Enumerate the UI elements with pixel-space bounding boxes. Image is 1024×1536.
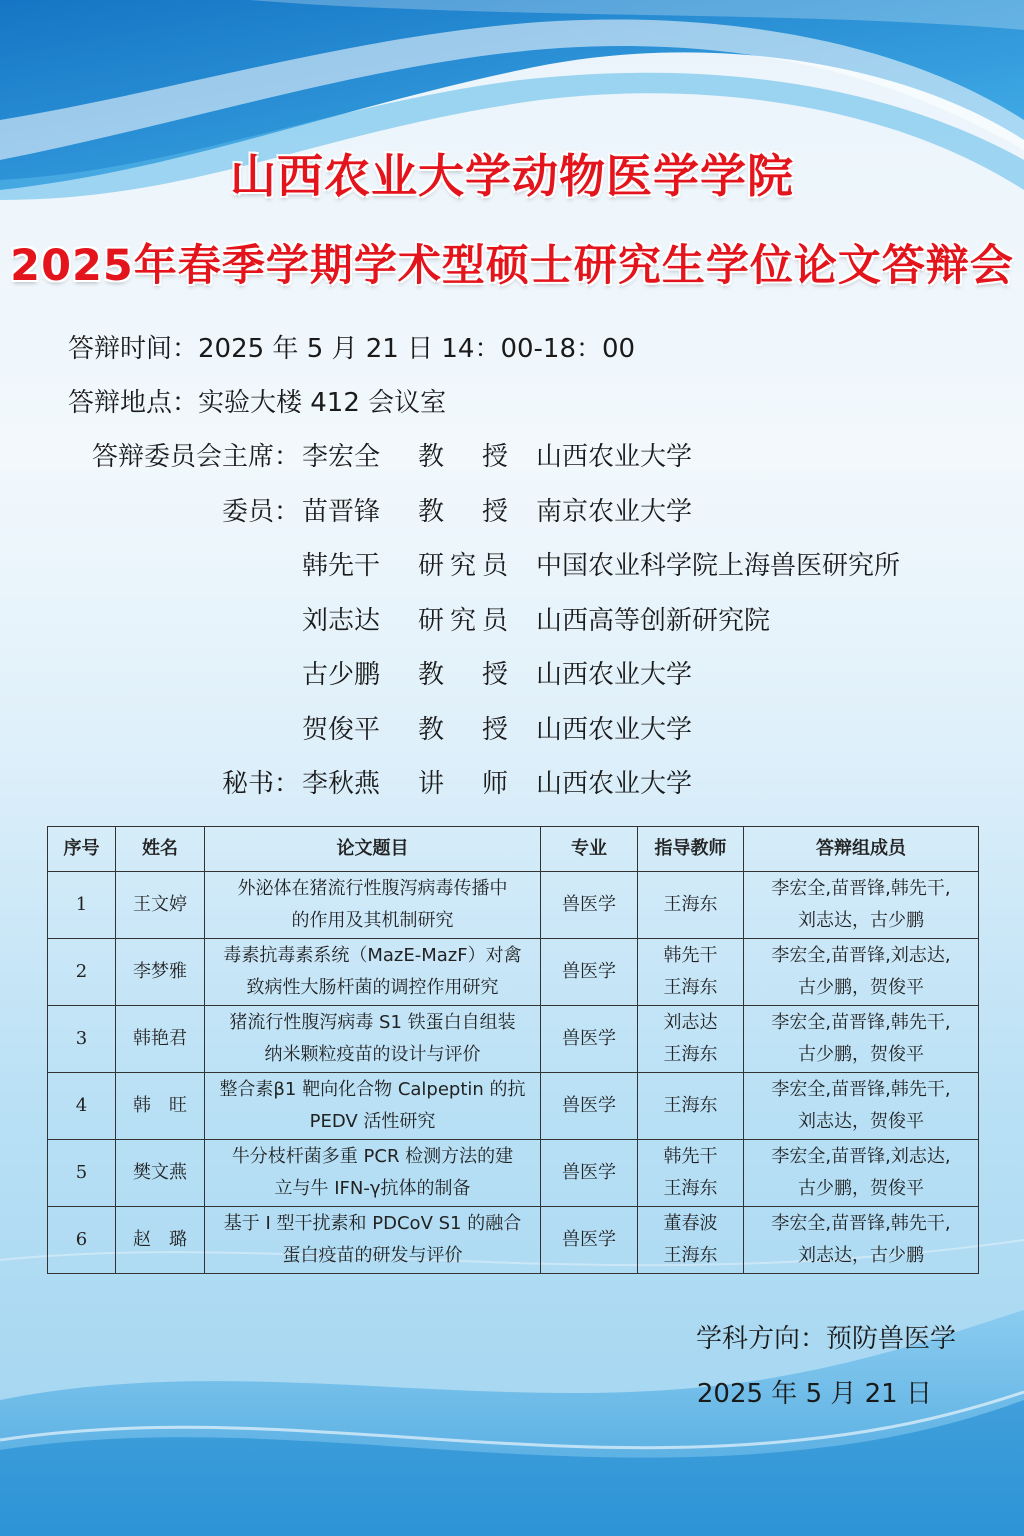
thesis-line: 猪流行性腹泻病毒 S1 铁蛋白自组装 bbox=[229, 1012, 516, 1033]
cell-student: 樊文燕 bbox=[116, 1140, 205, 1207]
committee-member bbox=[0, 491, 1024, 531]
cell-advisor bbox=[638, 939, 744, 1006]
table-row bbox=[48, 1073, 979, 1140]
thesis-line: 的作用及其机制研究 bbox=[291, 910, 454, 931]
page-title-line1: 山西农业大学动物医学学院 bbox=[230, 149, 794, 203]
thesis-line: 牛分枝杆菌多重 PCR 检测方法的建 bbox=[231, 1146, 514, 1167]
advisor-line: 王海东 bbox=[663, 1245, 718, 1266]
cell-advisor bbox=[638, 1006, 744, 1073]
advisor-line: 王海东 bbox=[663, 977, 718, 998]
committee-member bbox=[0, 654, 1024, 694]
cell-student: 赵 璐 bbox=[116, 1207, 205, 1274]
member-name: 李宏全 bbox=[302, 442, 381, 472]
cell-advisor bbox=[638, 872, 744, 939]
header-name: 姓名 bbox=[116, 827, 205, 872]
cell-thesis bbox=[205, 1140, 541, 1207]
cell-major: 兽医学 bbox=[541, 939, 638, 1006]
members-line: 古少鹏，贺俊平 bbox=[798, 1044, 924, 1065]
defense-schedule-table bbox=[47, 826, 979, 1274]
thesis-line: 毒素抗毒素系统（MazE-MazF）对禽 bbox=[223, 945, 522, 966]
member-title: 研究员 bbox=[418, 606, 508, 636]
member-affiliation: 中国农业科学院上海兽医研究所 bbox=[536, 551, 901, 581]
issue-date: 2025 年 5 月 21 日 bbox=[696, 1379, 932, 1409]
cell-members bbox=[744, 939, 979, 1006]
table-row bbox=[48, 1006, 979, 1073]
advisor-line: 王海东 bbox=[663, 894, 718, 915]
cell-thesis bbox=[205, 1006, 541, 1073]
cell-members bbox=[744, 1073, 979, 1140]
cell-student: 王文婷 bbox=[116, 872, 205, 939]
table-row bbox=[48, 939, 979, 1006]
cell-major: 兽医学 bbox=[541, 872, 638, 939]
members-line: 李宏全,苗晋锋,韩先干, bbox=[771, 1079, 951, 1100]
header-number: 序号 bbox=[48, 827, 116, 872]
members-line: 李宏全,苗晋锋,韩先干, bbox=[771, 878, 951, 899]
member-name: 李秋燕 bbox=[302, 769, 381, 799]
thesis-line: 整合素β1 靶向化合物 Calpeptin 的抗 bbox=[219, 1079, 526, 1100]
table-row bbox=[48, 1140, 979, 1207]
member-affiliation: 山西农业大学 bbox=[536, 442, 693, 472]
committee-member bbox=[0, 763, 1024, 803]
member-affiliation: 山西高等创新研究院 bbox=[536, 606, 771, 636]
members-line: 李宏全,苗晋锋,刘志达, bbox=[771, 1146, 951, 1167]
members-line: 古少鹏，贺俊平 bbox=[798, 977, 924, 998]
member-name: 韩先干 bbox=[302, 551, 381, 581]
member-title: 讲师 bbox=[418, 769, 508, 799]
committee-member bbox=[0, 436, 1024, 476]
thesis-line: 立与牛 IFN-γ抗体的制备 bbox=[274, 1178, 471, 1199]
cell-number: 6 bbox=[48, 1207, 116, 1274]
member-role: 答辩委员会主席： bbox=[91, 442, 300, 472]
cell-student: 韩 旺 bbox=[116, 1073, 205, 1140]
cell-major: 兽医学 bbox=[541, 1073, 638, 1140]
thesis-line: 致病性大肠杆菌的调控作用研究 bbox=[246, 977, 499, 998]
cell-thesis bbox=[205, 872, 541, 939]
committee-member bbox=[0, 545, 1024, 585]
members-line: 李宏全,苗晋锋,韩先干, bbox=[771, 1012, 951, 1033]
header-thesis: 论文题目 bbox=[205, 827, 541, 872]
member-affiliation: 南京农业大学 bbox=[536, 497, 693, 527]
member-title: 教授 bbox=[418, 442, 508, 472]
thesis-line: 纳米颗粒疫苗的设计与评价 bbox=[264, 1044, 481, 1065]
member-title: 教授 bbox=[418, 497, 508, 527]
members-line: 刘志达，贺俊平 bbox=[798, 1111, 924, 1132]
cell-members bbox=[744, 1140, 979, 1207]
cell-number: 4 bbox=[48, 1073, 116, 1140]
defense-location: 答辩地点：实验大楼 412 会议室 bbox=[68, 388, 447, 418]
table-row bbox=[48, 872, 979, 939]
advisor-line: 韩先干 bbox=[663, 1146, 718, 1167]
defense-time: 答辩时间：2025 年 5 月 21 日 14：00-18：00 bbox=[68, 334, 636, 364]
advisor-line: 董春波 bbox=[663, 1213, 718, 1234]
thesis-line: 蛋白疫苗的研发与评价 bbox=[282, 1245, 463, 1266]
cell-thesis bbox=[205, 1207, 541, 1274]
advisor-line: 刘志达 bbox=[663, 1012, 718, 1033]
cell-thesis bbox=[205, 1073, 541, 1140]
member-affiliation: 山西农业大学 bbox=[536, 769, 693, 799]
member-role: 委员： bbox=[221, 497, 300, 527]
committee-member bbox=[0, 600, 1024, 640]
members-line: 李宏全,苗晋锋,刘志达, bbox=[771, 945, 951, 966]
cell-advisor bbox=[638, 1073, 744, 1140]
header-members: 答辩组成员 bbox=[744, 827, 979, 872]
cell-members bbox=[744, 1207, 979, 1274]
members-line: 古少鹏，贺俊平 bbox=[798, 1178, 924, 1199]
member-name: 苗晋锋 bbox=[302, 497, 381, 527]
page-title-line2: 2025年春季学期学术型硕士研究生学位论文答辩会 bbox=[10, 241, 1014, 291]
advisor-line: 王海东 bbox=[663, 1044, 718, 1065]
cell-number: 3 bbox=[48, 1006, 116, 1073]
cell-major: 兽医学 bbox=[541, 1006, 638, 1073]
member-affiliation: 山西农业大学 bbox=[536, 715, 693, 745]
member-name: 古少鹏 bbox=[302, 660, 381, 690]
members-line: 李宏全,苗晋锋,韩先干, bbox=[771, 1213, 951, 1234]
member-name: 刘志达 bbox=[302, 606, 381, 636]
cell-advisor bbox=[638, 1207, 744, 1274]
member-name: 贺俊平 bbox=[302, 715, 381, 745]
member-title: 教授 bbox=[418, 715, 508, 745]
member-title: 研究员 bbox=[418, 551, 508, 581]
discipline-direction: 学科方向：预防兽医学 bbox=[695, 1324, 956, 1354]
header-advisor: 指导教师 bbox=[638, 827, 744, 872]
member-affiliation: 山西农业大学 bbox=[536, 660, 693, 690]
members-line: 刘志达，古少鹏 bbox=[798, 1245, 924, 1266]
cell-advisor bbox=[638, 1140, 744, 1207]
thesis-line: PEDV 活性研究 bbox=[309, 1111, 436, 1132]
table-header-row bbox=[48, 827, 979, 872]
thesis-line: 外泌体在猪流行性腹泻病毒传播中 bbox=[237, 878, 508, 899]
member-title: 教授 bbox=[418, 660, 508, 690]
advisor-line: 王海东 bbox=[663, 1095, 718, 1116]
cell-thesis bbox=[205, 939, 541, 1006]
advisor-line: 王海东 bbox=[663, 1178, 718, 1199]
cell-members bbox=[744, 872, 979, 939]
cell-number: 5 bbox=[48, 1140, 116, 1207]
cell-major: 兽医学 bbox=[541, 1207, 638, 1274]
cell-student: 李梦雅 bbox=[116, 939, 205, 1006]
header-major: 专业 bbox=[541, 827, 638, 872]
cell-members bbox=[744, 1006, 979, 1073]
cell-student: 韩艳君 bbox=[116, 1006, 205, 1073]
members-line: 刘志达，古少鹏 bbox=[798, 910, 924, 931]
cell-number: 2 bbox=[48, 939, 116, 1006]
advisor-line: 韩先干 bbox=[663, 945, 718, 966]
thesis-line: 基于 I 型干扰素和 PDCoV S1 的融合 bbox=[223, 1213, 522, 1234]
table-row bbox=[48, 1207, 979, 1274]
committee-member bbox=[0, 709, 1024, 749]
cell-major: 兽医学 bbox=[541, 1140, 638, 1207]
cell-number: 1 bbox=[48, 872, 116, 939]
member-role: 秘书： bbox=[221, 769, 300, 799]
